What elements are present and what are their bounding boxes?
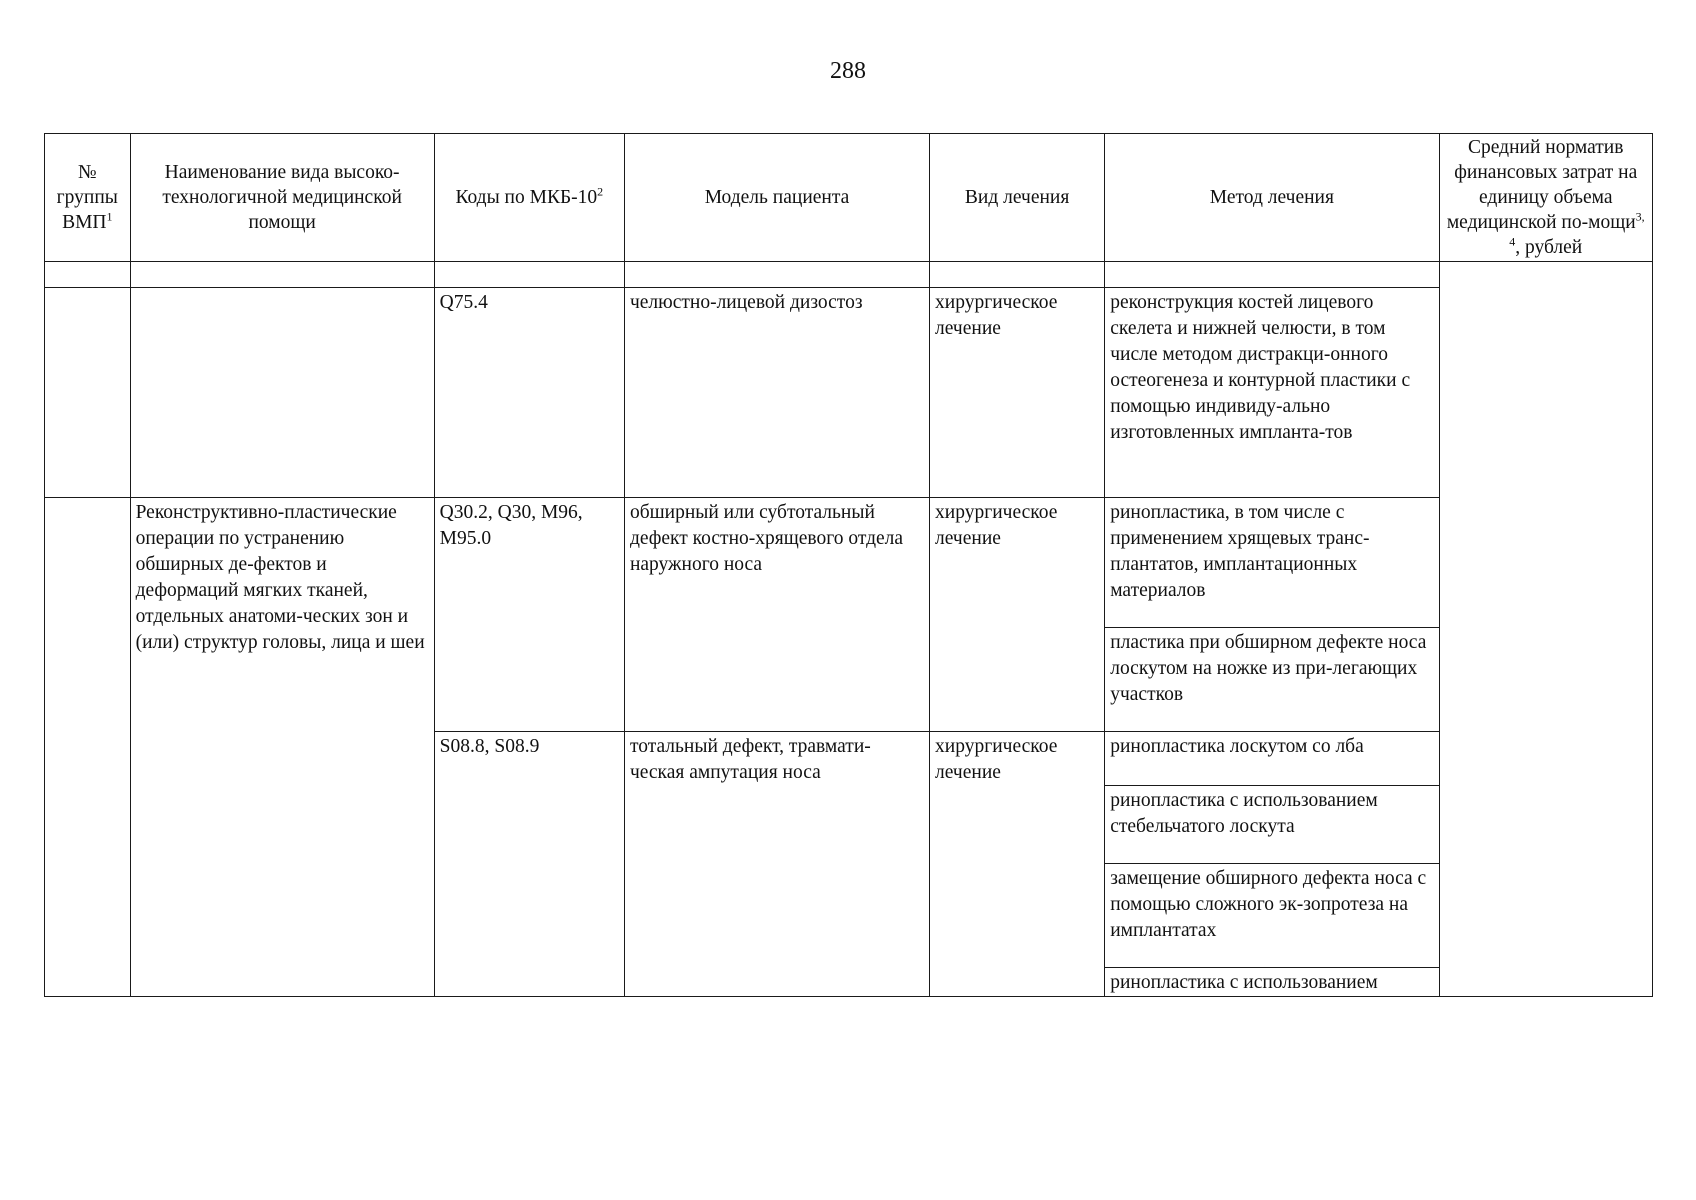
header-codes: Коды по МКБ-$10^2$ <box>434 134 624 262</box>
model-cell: челюстно-лицевой дизостоз <box>624 288 929 498</box>
group-no-cell <box>45 288 131 498</box>
header-treatment-type: Вид лечения <box>930 134 1105 262</box>
header-cost: Средний норматив финансовых затрат на единицу объема медицинской по-мощи$^{3, 4}$, рублей <box>1439 134 1653 262</box>
name-cell: Реконструктивно-пластические операции по устранению обширных де-фектов и деформаций мягких тканей, отдельных анатоми-ческих зон и (или) структур головы, лица и шеи <box>130 498 434 997</box>
method-cell: ринопластика с использованием стебельчатого лоскута <box>1105 786 1439 864</box>
name-cell <box>130 288 434 498</box>
header-model: Модель пациента <box>624 134 929 262</box>
spacer-row <box>45 262 1653 288</box>
treatment-type-cell: хирургическое лечение <box>930 288 1105 498</box>
treatment-type-cell: хирургическое лечение <box>930 498 1105 732</box>
page-number: 288 <box>830 58 866 84</box>
method-cell: реконструкция костей лицевого скелета и нижней челюсти, в том числе методом дистракци-онного остеогенеза и контурной пластики с помощью индивиду-ально изготовленных импланта-тов <box>1105 288 1439 498</box>
codes-cell: Q30.2, Q30, M96, M95.0 <box>434 498 624 732</box>
cost-cell <box>1439 288 1653 997</box>
header-method: Метод лечения <box>1105 134 1439 262</box>
treatment-type-cell: хирургическое лечение <box>930 732 1105 997</box>
codes-cell: S08.8, S08.9 <box>434 732 624 997</box>
method-cell: ринопластика лоскутом со лба <box>1105 732 1439 786</box>
model-cell: тотальный дефект, травмати-ческая ампутация носа <box>624 732 929 997</box>
table-row <box>45 498 1653 628</box>
header-name: Наименование вида высоко-технологичной медицинской помощи <box>130 134 434 262</box>
codes-cell: Q75.4 <box>434 288 624 498</box>
method-cell: пластика при обширном дефекте носа лоскутом на ножке из при-легающих участков <box>1105 628 1439 732</box>
header-row <box>45 134 1653 262</box>
group-no-cell <box>45 498 131 997</box>
method-cell: ринопластика, в том числе с применением хрящевых транс-плантатов, имплантационных материалов <box>1105 498 1439 628</box>
table-row <box>45 288 1653 498</box>
vmp-table <box>44 133 1653 997</box>
method-cell: замещение обширного дефекта носа с помощью сложного эк-зопротеза на имплантатах <box>1105 864 1439 968</box>
method-cell: ринопластика с использованием <box>1105 968 1439 997</box>
model-cell: обширный или субтотальный дефект костно-хрящевого отдела наружного носа <box>624 498 929 732</box>
header-group-no: № группы ВМП$^1$ <box>45 134 131 262</box>
